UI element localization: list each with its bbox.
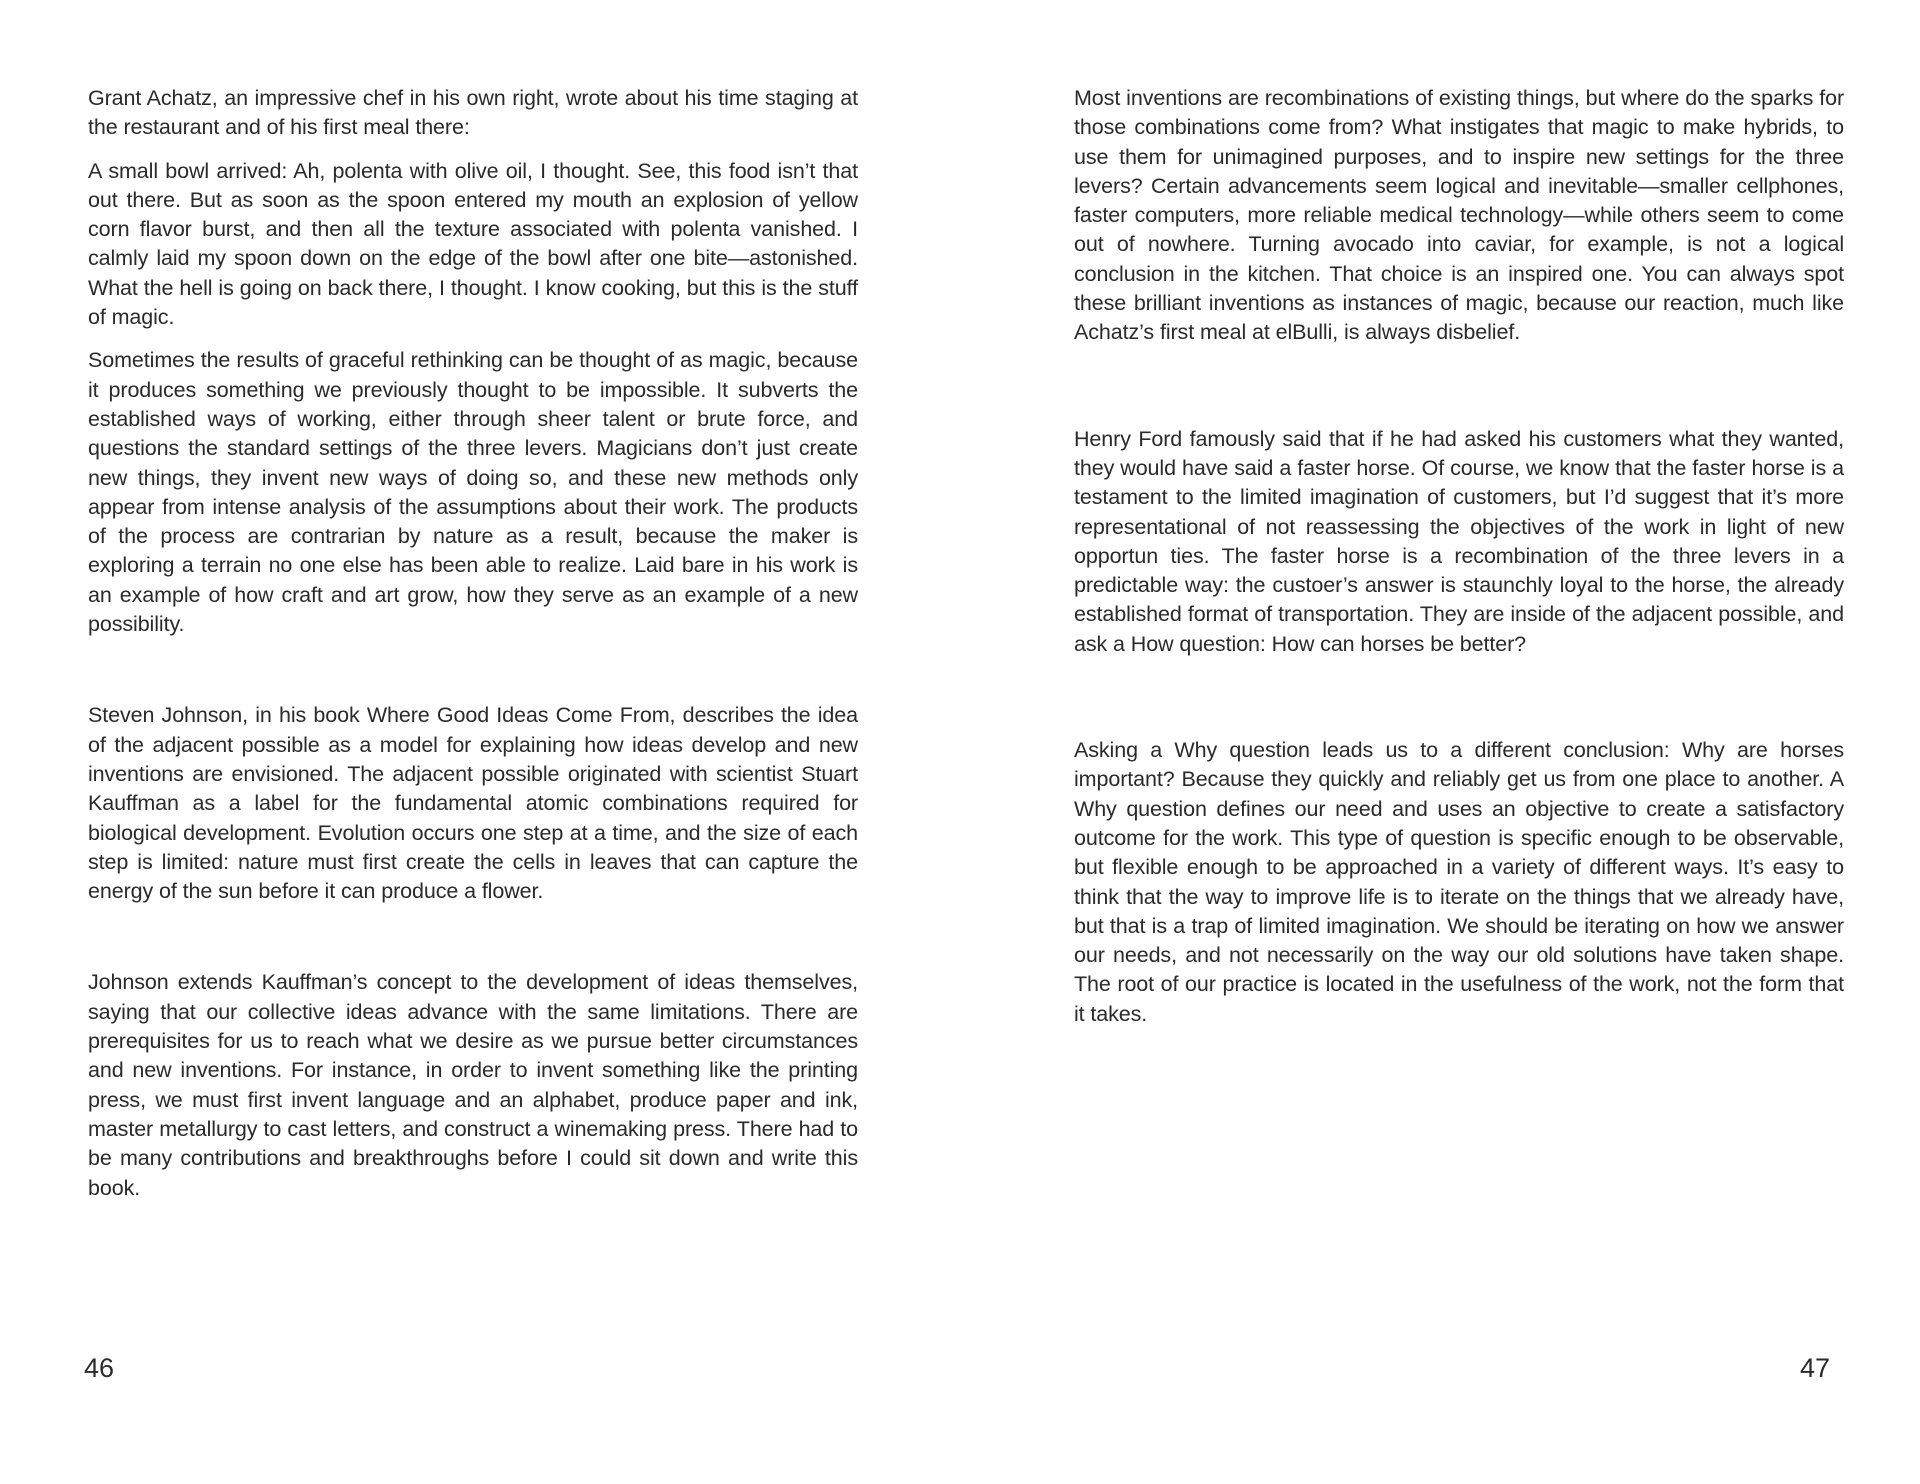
paragraph-magic: Sometimes the results of graceful rethinking can be thought of as magic, because it produces something we previously thought to be impossible. It subverts the established ways of working, either through sheer talent or brute force, and questions the standard settings of the three levers. Magicians don’t just create new things, they invent new ways of doing so, and these new methods only appear from intense analysis of the assumptions about their work. The products of the process are contrarian by nature as a result, because the maker is exploring a terrain no one else has been able to realize. Laid bare in his work is an example of how craft and art grow, how they serve as an example of a new possibility. [88, 348, 858, 637]
page-number-left: 46 [84, 1353, 115, 1383]
paragraph-achatz-quote: A small bowl arrived: Ah, polenta with olive oil, I thought. See, this food isn’t that out there. But as soon as the spoon entered my mouth an explosion of yellow corn flavor burst, and then all the texture associated with polenta vanished. I calmly laid my spoon down on the edge of the bowl after one bite—astonished. What the hell is going on back there, I thought. I know cooking, but this is the stuff of magic. [88, 158, 858, 330]
left-text-column [88, 84, 858, 1203]
paragraph-why-question: Asking a Why question leads us to a different conclusion: Why are horses important? Because they quickly and reliably get us from one place to another. A Why question defines our need and uses an objective to create a satisfactory outcome for the work. This type of question is specific enough to be observable, but flexible enough to be approached in a variety of different ways. It’s easy to think that the way to improve life is to iterate on the things that we already have, but that is a trap of limited imagination. We should be iterating on how we answer our needs, and not necessarily on the way our old solutions have taken shape. The root of our practice is located in the usefulness of the work, not the form that it takes. [1074, 738, 1844, 1026]
right-text-column [1074, 84, 1844, 1029]
paragraph-achatz-intro: Grant Achatz, an impressive chef in his own right, wrote about his time staging at the restaurant and of his first meal there: [88, 86, 858, 140]
paragraph-recombinations: Most inventions are recombinations of existing things, but where do the sparks for those combinations come from? What instigates that magic to make hybrids, to use them for unimagined purposes, and to inspire new settings for the three levers? Certain advancements seem logical and inevitable—smaller cellphones, faster computers, more reliable medical technology—while others seem to come out of nowhere. Turning avocado into caviar, for example, is not a logical conclusion in the kitchen. That choice is an inspired one. You can always spot these brilliant inventions as instances of magic, because our reaction, much like Achatz’s first meal at elBulli, is always disbelief. [1074, 86, 1844, 345]
right-page [960, 0, 1920, 1484]
paragraph-johnson-extends: Johnson extends Kauffman’s concept to the development of ideas themselves, saying that our collective ideas advance with the same limitations. There are prerequisites for us to reach what we desire as we pursue better circumstances and new inventions. For instance, in order to invent something like the printing press, we must first invent language and an alphabet, produce paper and ink, master metallurgy to cast letters, and construct a winemaking press. There had to be many contributions and breakthroughs before I could sit down and write this book. [88, 970, 858, 1200]
page-number-right: 47 [1799, 1353, 1830, 1383]
paragraph-adjacent-possible: Steven Johnson, in his book Where Good Ideas Come From, describes the idea of the adjacent possible as a model for explaining how ideas develop and new inventions are envisioned. The adjacent possible originated with scientist Stuart Kauffman as a label for the fundamental atomic combinations required for biological development. Evolution occurs one step at a time, and the size of each step is limited: nature must first create the cells in leaves that can capture the energy of the sun before it can produce a flower. [88, 703, 858, 904]
paragraph-henry-ford: Henry Ford famously said that if he had asked his customers what they wanted, they would have said a faster horse. Of course, we know that the faster horse is a testament to the limited imagination of customers, but I’d suggest that it’s more representational of not reassessing the objectives of the work in light of new opportun ties. The faster horse is a recombination of the three levers in a predictable way: the custoer’s answer is staunchly loyal to the horse, the already established format of transportation. They are inside of the adjacent possible, and ask a How question: How can horses be better? [1074, 426, 1844, 656]
